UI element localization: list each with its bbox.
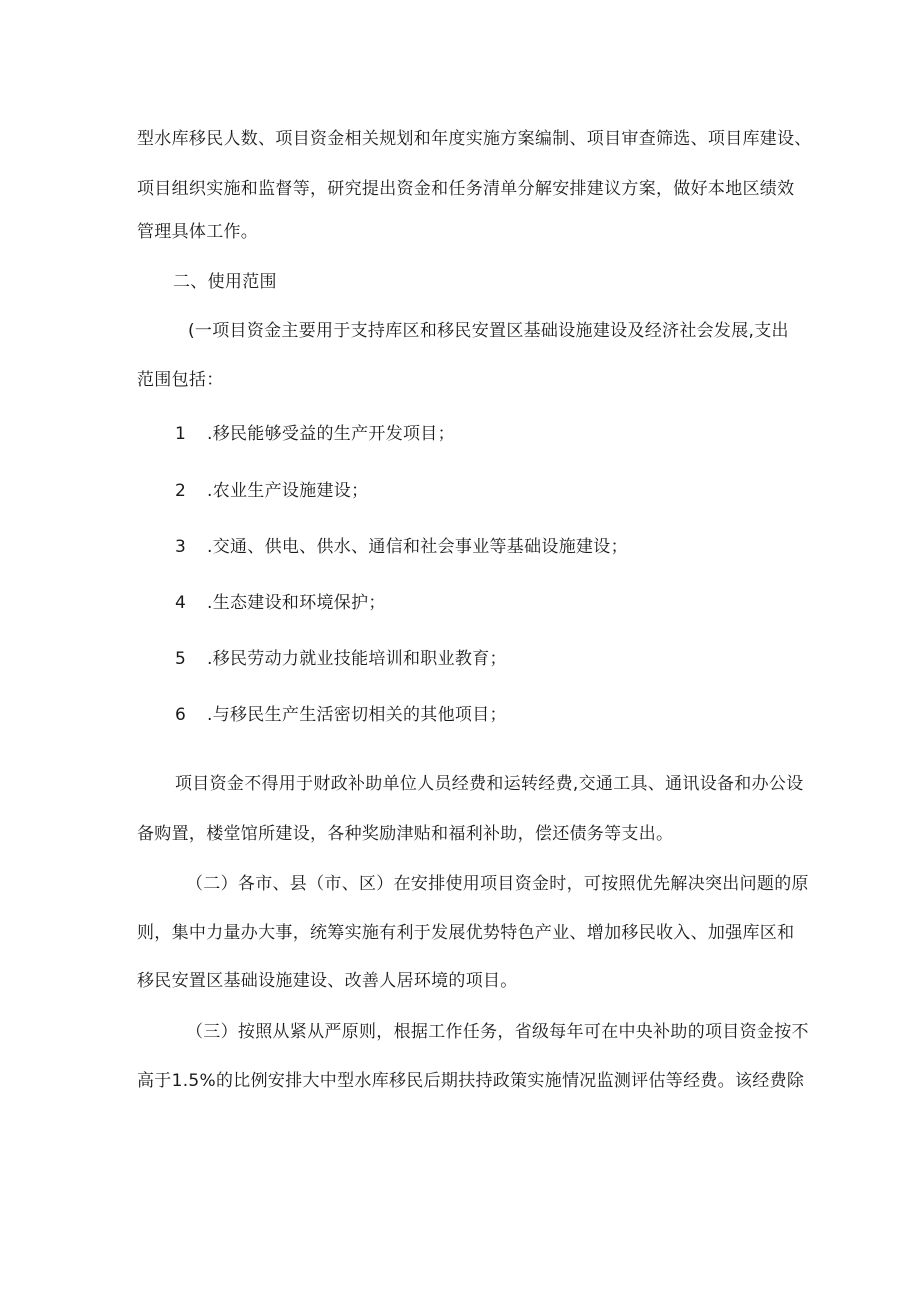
list-item-number: 5 <box>175 649 187 669</box>
list-item <box>175 703 507 727</box>
paragraph-line: 项目资金不得用于财政补助单位人员经费和运转经费,交通工具、通讯设备和办公设 <box>175 774 804 794</box>
paragraph-line: 管理具体工作。 <box>137 222 259 242</box>
list-item-text: .与移民生产生活密切相关的其他项目； <box>207 705 507 725</box>
paragraph-line: 范围包括： <box>137 370 224 390</box>
list-item <box>175 535 628 559</box>
paragraph-line: 则，集中力量办大事，统筹实施有利于发展优势特色产业、增加移民收入、加强库区和 <box>137 923 795 943</box>
paragraph-line: 备购置，楼堂馆所建设，各种奖励津贴和福利补助，偿还债务等支出。 <box>137 824 674 844</box>
paragraph-line: 移民安置区基础设施建设、改善人居环境的项目。 <box>137 971 518 991</box>
section-heading: 二、使用范围 <box>173 272 277 292</box>
list-item-text: .生态建设和环境保护； <box>207 593 386 613</box>
paragraph-line: 项目组织实施和监督等，研究提出资金和任务清单分解安排建议方案，做好本地区绩效 <box>137 179 795 199</box>
list-item-text: .农业生产设施建设； <box>207 481 369 501</box>
list-item <box>175 647 507 671</box>
paragraph-line: 高于1.5%的比例安排大中型水库移民后期扶持政策实施情况监测评估等经费。该经费除 <box>137 1071 805 1091</box>
paragraph-line: （三）按照从紧从严原则，根据工作任务，省级每年可在中央补助的项目资金按不 <box>186 1022 809 1042</box>
list-item-number: 3 <box>175 537 187 557</box>
paragraph-line: 型水库移民人数、项目资金相关规划和年度实施方案编制、项目审查筛选、项目库建设、 <box>137 129 812 149</box>
list-item-text: .交通、供电、供水、通信和社会事业等基础设施建设； <box>207 537 628 557</box>
list-item-number: 2 <box>175 481 187 501</box>
paragraph-line: （二）各市、县（市、区）在安排使用项目资金时，可按照优先解决突出问题的原 <box>186 874 809 894</box>
list-item-text: .移民能够受益的生产开发项目； <box>207 424 455 444</box>
list-item <box>175 591 386 615</box>
list-item <box>175 479 368 503</box>
list-item-number: 1 <box>175 424 187 444</box>
list-item <box>175 422 455 446</box>
paragraph-line: (一项目资金主要用于支持库区和移民安置区基础设施建设及经济社会发展,支出 <box>188 321 789 341</box>
list-item-number: 4 <box>175 593 187 613</box>
list-item-number: 6 <box>175 705 187 725</box>
list-item-text: .移民劳动力就业技能培训和职业教育； <box>207 649 507 669</box>
